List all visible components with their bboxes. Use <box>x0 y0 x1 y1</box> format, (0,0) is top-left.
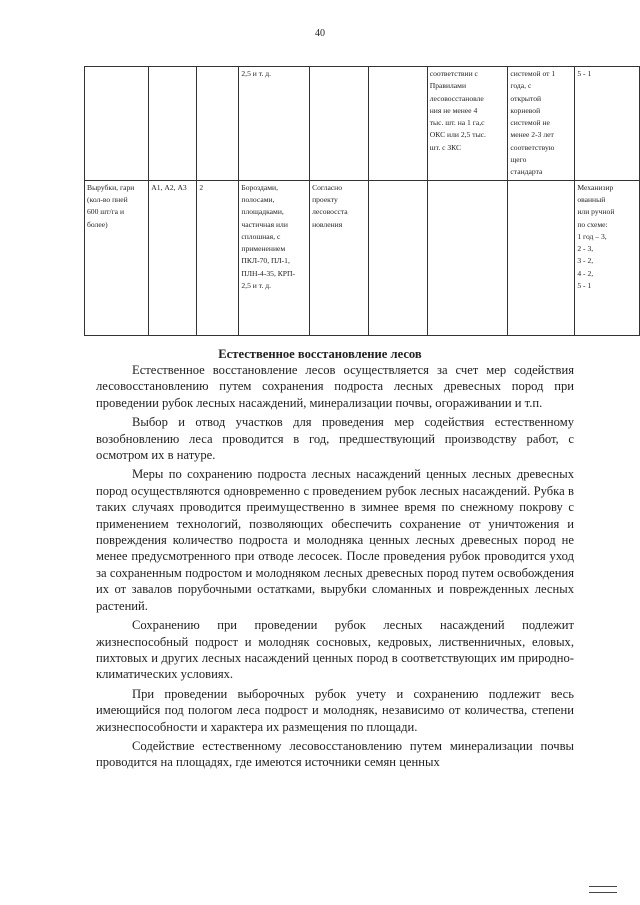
body-text <box>96 362 574 771</box>
cell-line: тыс. шт. на 1 га,с <box>429 118 485 128</box>
table-cell <box>310 67 369 181</box>
cell-line: шт. с ЗКС <box>429 142 462 152</box>
footer-rule <box>589 892 617 893</box>
paragraph: Меры по сохранению подроста лесных насаждений ценных лесных древесных пород осуществляются одновременно с проведением рубок лесных насаждений. Рубка в таких случаях проводится преимущественно в зимнее время по снежному покрову с применением технологий, позволяющих обеспечить сохранение от уничтожения и повреждения количество подроста и молодняка ценных лесных древесных пород не менее предусмотренного при отводе лесосек. После проведения рубок проводится уход за сохраненным подростом и молодняком лесных древесных пород путем освобождения их от завалов порубочными остатками, вырубки сломанных и поврежденных лесных растений. <box>96 467 574 613</box>
table-cell <box>239 180 310 335</box>
table-cell <box>149 180 197 335</box>
paragraph: Естественное восстановление лесов осуществляется за счет мер содействия лесовосстановлению путем сохранения подроста лесных древесных пород при проведении рубок лесных насаждений, минерализации почвы, огораживании и т.п. <box>96 363 574 410</box>
cell-line: года, с <box>510 81 532 91</box>
cell-line: системой не <box>510 118 550 128</box>
cell-line: полосами, <box>241 194 275 204</box>
cell-line: 2,5 и т. д. <box>241 281 272 291</box>
table-cell <box>427 180 508 335</box>
cell-line: 2 - 3, <box>577 244 594 254</box>
cell-line: Правилами <box>429 81 467 91</box>
table-row <box>85 67 640 181</box>
cell-line: сплошная, с <box>241 231 281 241</box>
cell-line: новления <box>312 219 343 229</box>
cell-line: А1, А2, А3 <box>151 182 187 192</box>
cell-line: 2,5 и т. д. <box>241 69 272 78</box>
cell-line: ПКЛ-70, ПЛ-1, <box>241 256 290 266</box>
table-cell <box>197 180 239 335</box>
cell-line: проекту <box>312 194 338 204</box>
paragraph: Выбор и отвод участков для проведения мер содействия естественному возобновлению леса проводится в год, предшествующий производству работ, с осмотром их в натуре. <box>96 415 574 463</box>
cell-line: 5 - 1 <box>577 69 592 78</box>
cell-line: 4 - 2, <box>577 268 594 278</box>
cell-line: соответствую <box>510 142 555 152</box>
paragraph: Содействие естественному лесовосстановлению путем минерализации почвы проводится на площадях, где имеются источники семян ценных <box>96 738 574 770</box>
cell-line: Механизир <box>577 182 614 192</box>
paragraph: При проведении выборочных рубок учету и сохранению подлежит весь имеющийся под пологом леса подрост и молодняк, независимо от количества, степени жизнеспособности и характера их размещения по площади. <box>96 686 574 734</box>
table-cell <box>508 67 575 181</box>
cell-line: применением <box>241 244 286 254</box>
cell-line: Согласно <box>312 182 343 192</box>
table-cell <box>85 180 149 335</box>
cell-line: ОКС или 2,5 тыс. <box>429 130 486 140</box>
table-cell <box>239 67 310 181</box>
cell-line: стандарта <box>510 167 543 177</box>
cell-line: 600 шт/га и <box>87 207 125 217</box>
cell-line: площадками, <box>241 207 284 217</box>
table-cell <box>197 67 239 181</box>
cell-line: ния не менее 4 <box>429 105 478 115</box>
cell-line: корневой <box>510 105 541 115</box>
cell-line: 1 год – 3, <box>577 231 607 241</box>
cell-line: лесовосстановле <box>429 93 484 103</box>
footer-rule <box>589 886 617 887</box>
table-cell <box>575 180 640 335</box>
paragraph: Сохранению при проведении рубок лесных насаждений подлежит жизнеспособный подрост и молодняк сосновых, кедровых, лиственничных, еловых, пихтовых и других лесных насаждений ценных пород в соответствующих им природно-климатических условиях. <box>96 618 574 682</box>
table-cell <box>85 67 149 181</box>
cell-line: Вырубки, гари <box>87 182 135 192</box>
table-cell <box>575 67 640 181</box>
cell-line: более) <box>87 219 108 229</box>
cell-line: соответствии с <box>429 69 478 78</box>
table-row <box>85 180 640 335</box>
table-cell <box>508 180 575 335</box>
cell-line: ованный <box>577 194 606 204</box>
forest-restoration-table <box>84 66 640 336</box>
cell-line: системой от 1 <box>510 69 556 78</box>
section-heading: Естественное восстановление лесов <box>218 347 422 361</box>
cell-line: по схеме: <box>577 219 608 229</box>
table-cell <box>427 67 508 181</box>
table-cell <box>149 67 197 181</box>
table-cell <box>368 67 427 181</box>
page-number: 40 <box>315 28 325 39</box>
cell-line: 2 <box>199 182 204 192</box>
cell-line: Бороздами, <box>241 182 278 192</box>
cell-line: или ручной <box>577 207 615 217</box>
cell-line: лесовосста <box>312 207 348 217</box>
cell-line: открытой <box>510 93 542 103</box>
cell-line: менее 2-3 лет <box>510 130 554 140</box>
table-cell <box>368 180 427 335</box>
cell-line: (кол-во пней <box>87 194 128 204</box>
cell-line: ПЛН-4-35, КРП- <box>241 268 296 278</box>
table-cell <box>310 180 369 335</box>
cell-line: щего <box>510 155 527 165</box>
cell-line: частичная или <box>241 219 288 229</box>
cell-line: 3 - 2, <box>577 256 594 266</box>
cell-line: 5 - 1 <box>577 281 592 291</box>
